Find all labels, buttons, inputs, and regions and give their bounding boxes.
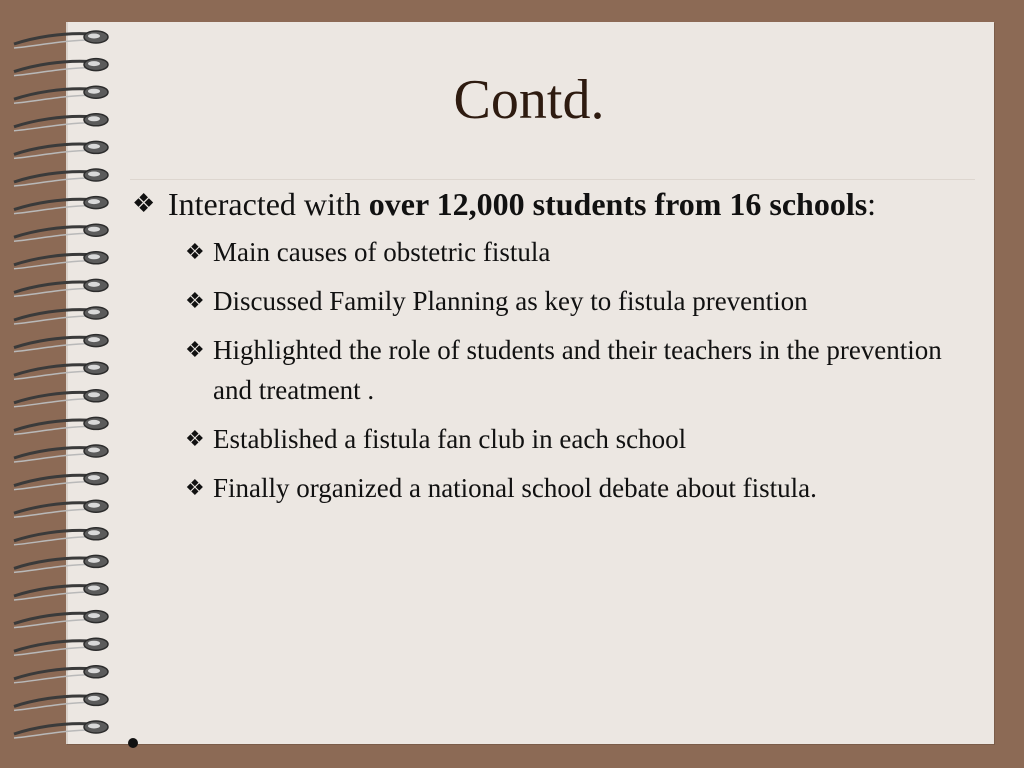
spiral-ring-icon <box>14 583 108 600</box>
spiral-ring-icon <box>14 555 108 572</box>
spiral-ring-icon <box>14 335 108 352</box>
spiral-ring-icon <box>14 307 108 324</box>
four-diamond-bullet-icon: ❖ <box>185 239 205 264</box>
four-diamond-bullet-icon: ❖ <box>132 189 156 218</box>
main-bullet-suffix: : <box>867 186 877 222</box>
spiral-ring-icon <box>14 362 108 379</box>
sub-bullet <box>175 330 950 410</box>
spiral-ring-icon <box>14 666 108 683</box>
spiral-ring-icon <box>14 31 108 48</box>
main-bullet-prefix: Interacted with <box>168 186 369 222</box>
sub-bullet <box>175 419 950 459</box>
title-divider <box>130 179 975 180</box>
four-diamond-bullet-icon: ❖ <box>185 475 205 500</box>
spiral-ring-icon <box>14 500 108 517</box>
sub-bullet <box>175 468 950 508</box>
spiral-ring-icon <box>14 638 108 655</box>
sub-bullet <box>175 281 950 321</box>
four-diamond-bullet-icon: ❖ <box>185 426 205 451</box>
slide-title: Contd. <box>453 69 605 131</box>
four-diamond-bullet-icon: ❖ <box>185 288 205 313</box>
spiral-binding <box>12 22 122 744</box>
spiral-ring-icon <box>14 141 108 158</box>
spiral-ring-icon <box>14 279 108 296</box>
sub-bullet-text: Highlighted the role of students and their teachers in the prevention and treatment . <box>213 335 942 405</box>
sub-bullet-list <box>175 232 950 508</box>
sub-bullet <box>175 232 950 272</box>
spiral-ring-icon <box>14 390 108 407</box>
sub-bullet-text: Discussed Family Planning as key to fistula prevention <box>213 286 808 316</box>
empty-bullet-dot <box>128 738 138 748</box>
main-bullet-emphasis: over 12,000 students from 16 schools <box>368 186 868 222</box>
spiral-ring-icon <box>14 445 108 462</box>
sub-bullet-text: Main causes of obstetric fistula <box>213 237 551 267</box>
spiral-ring-icon <box>14 169 108 186</box>
spiral-ring-icon <box>14 721 108 738</box>
main-bullet <box>130 182 950 226</box>
spiral-ring-icon <box>14 197 108 214</box>
spiral-ring-icon <box>14 417 108 434</box>
spiral-ring-icon <box>14 224 108 241</box>
slide-body <box>130 182 950 517</box>
sub-bullet-text: Finally organized a national school debate about fistula. <box>213 473 817 503</box>
spiral-ring-icon <box>14 528 108 545</box>
spiral-ring-icon <box>14 252 108 269</box>
spiral-ring-icon <box>14 473 108 490</box>
spiral-ring-icon <box>14 693 108 710</box>
four-diamond-bullet-icon: ❖ <box>185 337 205 362</box>
spiral-ring-icon <box>14 611 108 628</box>
sub-bullet-text: Established a fistula fan club in each school <box>213 424 687 454</box>
